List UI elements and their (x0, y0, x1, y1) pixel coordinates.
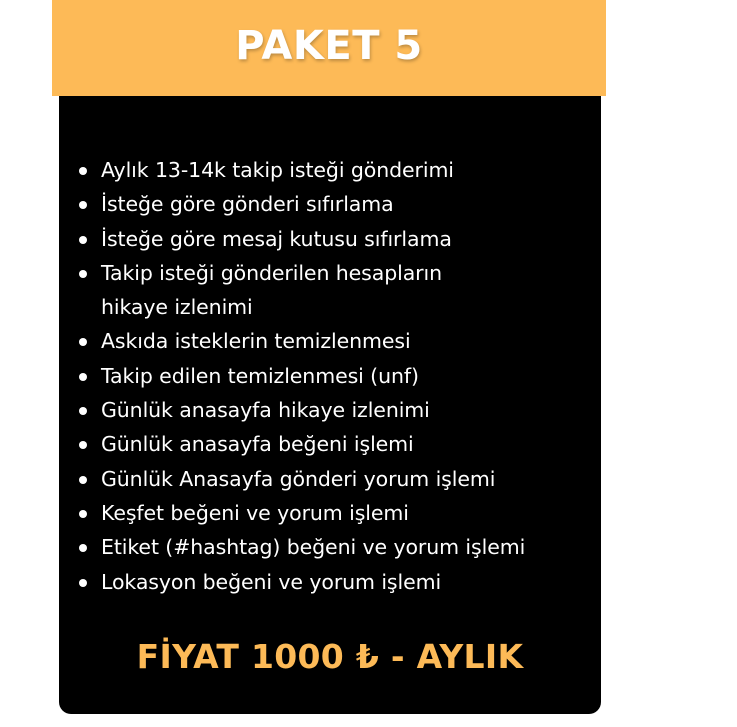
feature-text: İsteğe göre mesaj kutusu sıfırlama (101, 226, 452, 251)
package-header (52, 0, 606, 96)
feature-text: Aylık 13-14k takip isteği gönderimi (101, 158, 454, 182)
price-label: FİYAT 1000 ₺ - AYLIK (136, 637, 524, 676)
feature-text: Günlük anasayfa beğeni işlemi (101, 432, 414, 457)
feature-item (79, 187, 525, 221)
feature-text: Takip edilen temizlenmesi (unf) (101, 363, 419, 388)
feature-text: Lokasyon beğeni ve yorum işlemi (101, 569, 442, 594)
feature-item (79, 462, 525, 496)
feature-item (79, 393, 525, 427)
feature-item (79, 565, 525, 599)
package-title: PAKET 5 (235, 23, 423, 69)
bullet-icon (79, 441, 87, 449)
bullet-icon (79, 236, 87, 244)
feature-text: Etiket (#hashtag) beğeni ve yorum işlemi (101, 535, 526, 560)
feature-text: Askıda isteklerin temizlenmesi (101, 329, 411, 354)
feature-text: İsteğe göre gönderi sıfırlama (101, 192, 394, 217)
feature-text: Günlük anasayfa hikaye izlenimi (101, 398, 430, 423)
bullet-icon (79, 579, 87, 587)
package-card (59, 96, 601, 714)
bullet-icon (79, 407, 87, 415)
feature-item (79, 496, 525, 530)
feature-item (79, 153, 525, 187)
bullet-icon (79, 270, 87, 278)
bullet-icon (79, 201, 87, 209)
bullet-icon (79, 544, 87, 552)
bullet-icon (79, 338, 87, 346)
feature-item (79, 530, 525, 564)
bullet-icon (79, 373, 87, 381)
feature-item (79, 324, 525, 358)
feature-item (79, 359, 525, 393)
feature-item (79, 256, 525, 325)
feature-item (79, 427, 525, 461)
feature-text: Takip isteği gönderilen hesapların hikaye izlenimi (101, 260, 442, 320)
feature-item (79, 222, 525, 256)
bullet-icon (79, 167, 87, 175)
bullet-icon (79, 510, 87, 518)
feature-text: Günlük Anasayfa gönderi yorum işlemi (101, 466, 496, 491)
feature-text: Keşfet beğeni ve yorum işlemi (101, 500, 409, 525)
bullet-icon (79, 476, 87, 484)
feature-list (79, 153, 525, 599)
